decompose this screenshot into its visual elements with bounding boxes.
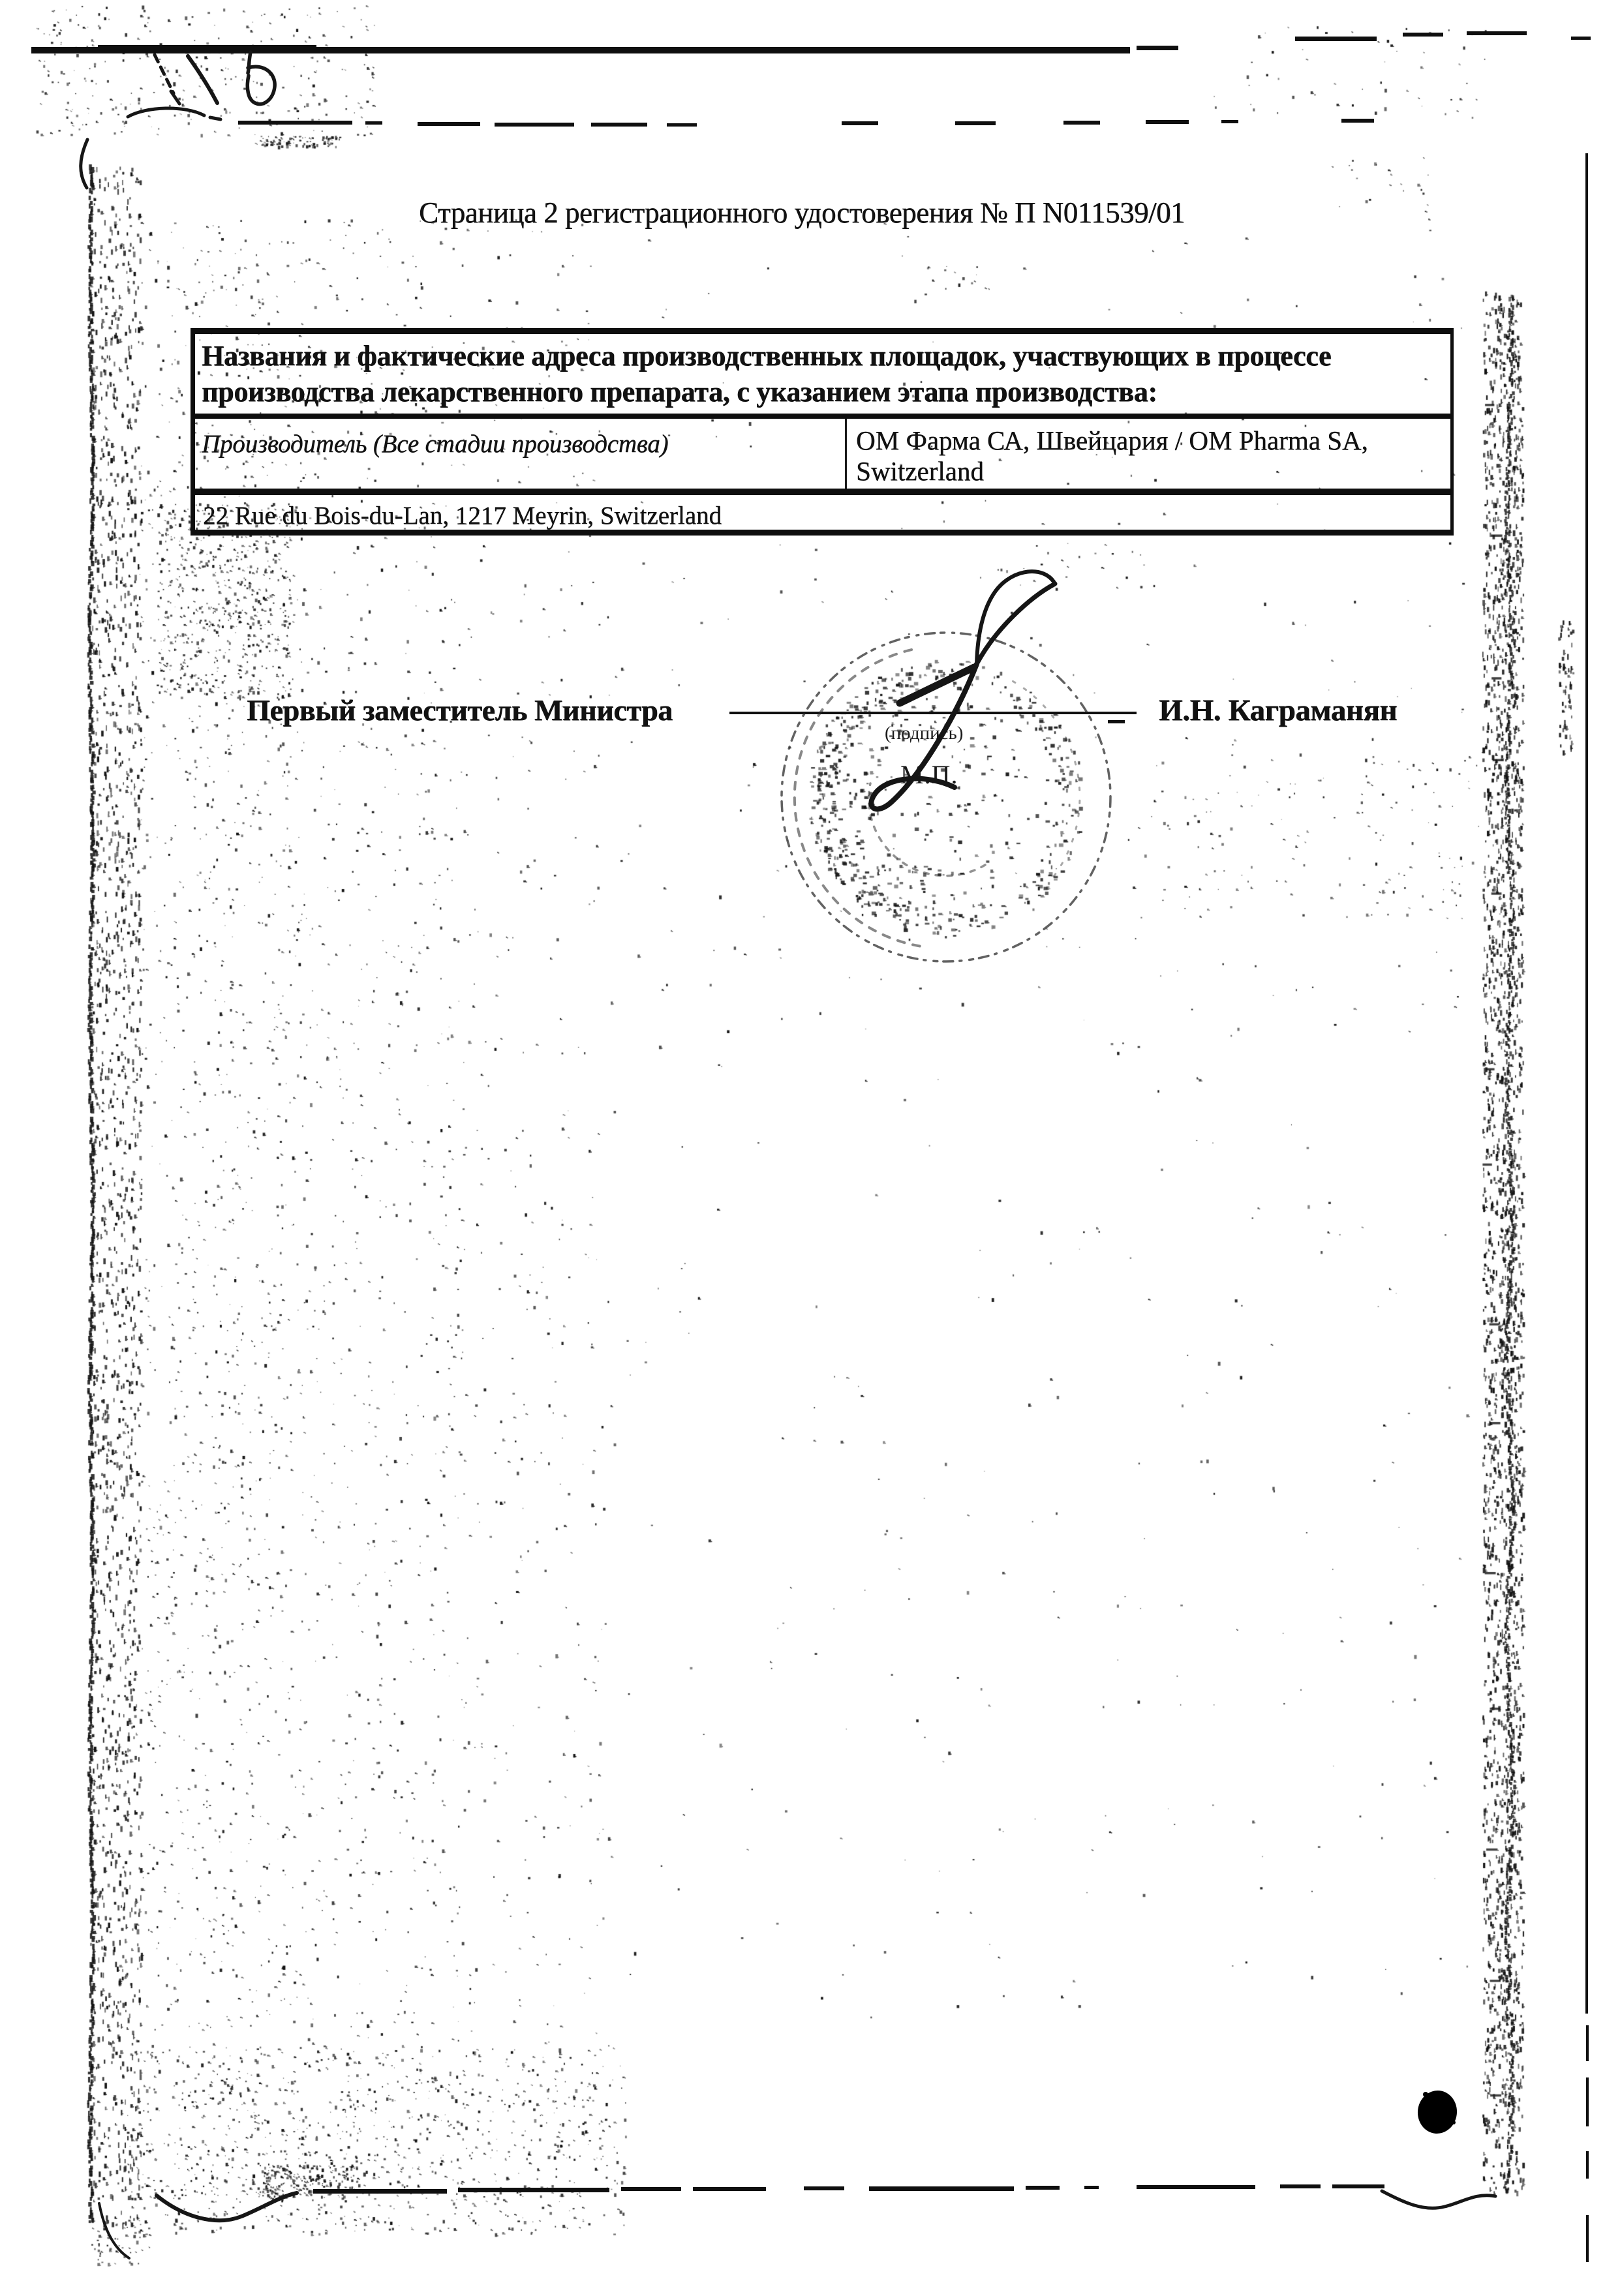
pen-scribble bbox=[128, 52, 275, 119]
signatory-title: Первый заместитель Министра bbox=[247, 693, 673, 727]
producer-role-cell: Производитель (Все стадии производства) bbox=[202, 430, 669, 458]
producer-name-cell: ОМ Фарма СА, Швейцария / ОМ Pharma SA, Switzerland bbox=[845, 419, 1450, 489]
page-edge-marks bbox=[81, 140, 1495, 2258]
stamp-placeholder-caption: М.П. bbox=[900, 760, 958, 789]
table-header-cell: Названия и фактические адреса производственных площадок, участвующих в процессе производства лекарственного препарата, с указанием этапа производства: bbox=[195, 334, 1450, 419]
page-header: Страница 2 регистрационного удостоверения № П N011539/01 bbox=[419, 196, 1185, 229]
producer-address-cell: 22 Rue du Bois-du-Lan, 1217 Meyrin, Switzerland bbox=[203, 502, 722, 530]
handwritten-signature bbox=[871, 571, 1055, 809]
signatory-name: И.Н. Каграманян bbox=[1159, 693, 1398, 727]
signature-caption: (подпись) bbox=[885, 723, 964, 744]
punch-hole-mark bbox=[1416, 2089, 1460, 2136]
